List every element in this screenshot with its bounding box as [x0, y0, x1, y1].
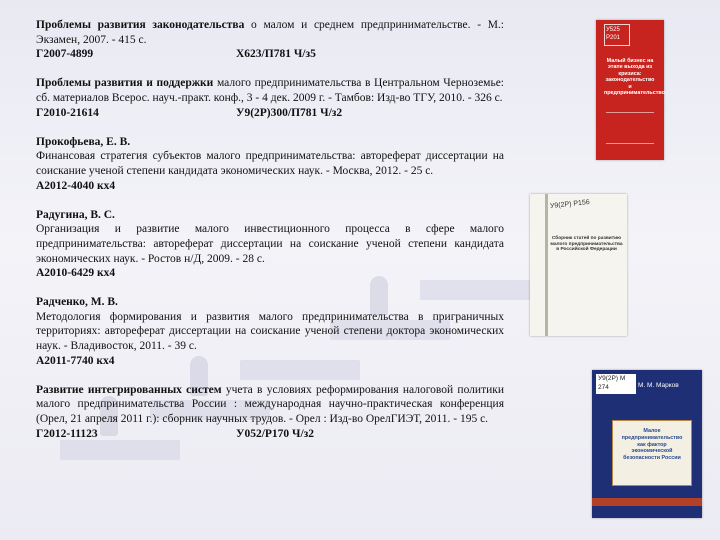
- entry-imprint: о малом и среднем предпринимательстве. - М.: Экзамен, 2007. - 415 с.: [36, 19, 505, 46]
- bibliography-entry: [36, 208, 504, 281]
- entry-codes: [36, 47, 504, 62]
- library-stamp: У9(2Р) М 274: [596, 374, 636, 394]
- inventory-number: А2012-4040 кх4: [36, 179, 116, 192]
- book-cover-white: [530, 194, 627, 336]
- entry-imprint: малого предпринимательства в Центральном Черноземье: сб. материалов Всерос. науч.-практ. конф., 3 - 4 дек. 2009 г. - Тамбов: Изд-во ТГУ, 2010. - 326 с.: [36, 77, 504, 104]
- inventory-number: Г2007-4899: [36, 48, 94, 61]
- entry-codes: [36, 106, 504, 121]
- bibliography-entry: [36, 18, 504, 62]
- shelf-mark: Х623/П781 Ч/з5: [236, 48, 316, 61]
- library-stamp: У525 Р201: [604, 24, 630, 46]
- entry-codes: [36, 266, 504, 281]
- cover-title: Малое предпринимательство как фактор экономической безопасности России: [621, 428, 683, 462]
- book-cover-red: [596, 20, 664, 160]
- inventory-number: А2011-7740 кх4: [36, 354, 115, 367]
- entry-author: Радченко, М. В.: [36, 296, 118, 309]
- entry-title: Проблемы развития законодательства: [36, 19, 245, 31]
- entry-imprint: учета в условиях реформирования налоговой политики малого предпринимательства России : международная научно-практическая конференция (Орел, 21 апреля 2011 г.): сборник научных трудов. - Орел : Изд-во ОрелГИЭТ, 2011. - 195 с.: [36, 383, 504, 426]
- cover-spine-band: [545, 194, 548, 336]
- entry-description: [36, 76, 504, 105]
- library-stamp: У9(2Р) Р156: [549, 198, 591, 211]
- bibliography-entry: [36, 135, 504, 193]
- entry-author: Прокофьева, Е. В.: [36, 135, 131, 148]
- book-cover-blue: [592, 370, 702, 518]
- entry-description: Организация и развитие малого инвестиционного процесса в сфере малого предпринимательства: автореферат диссертации на соискание ученой степени кандидата экономических наук. - Ростов н/Д, 2009. - 28 с.: [36, 223, 504, 265]
- entry-title: Проблемы развития и поддержки: [36, 77, 214, 90]
- entry-codes: [36, 427, 504, 442]
- bibliography-entry: [36, 295, 504, 368]
- inventory-number: А2010-6429 кх4: [36, 267, 116, 280]
- cover-decoration: [606, 112, 654, 144]
- entry-codes: [36, 179, 504, 194]
- inventory-number: Г2012-11123: [36, 427, 98, 440]
- cover-stripe: [592, 498, 702, 506]
- cover-author: М. М. Марков: [638, 382, 679, 389]
- entry-title: Развитие интегрированных систем: [36, 383, 222, 396]
- entry-description: Финансовая стратегия субъектов малого предпринимательства: автореферат диссертации на соискание ученой степени кандидата экономических наук. - Москва, 2012. - 25 с.: [36, 150, 504, 177]
- entry-description: [36, 18, 504, 47]
- entry-description: Методология формирования и развития малого предпринимательства в приграничных территориях: автореферат диссертации на соискание ученой степени доктора экономических наук. - Владивосток, 2011. - 39 с.: [36, 310, 504, 353]
- cover-title-panel: [612, 420, 692, 486]
- entry-author: Радугина, В. С.: [36, 208, 115, 221]
- shelf-mark: У9(2Р)300/П781 Ч/з2: [236, 106, 343, 119]
- cover-title: Малый бизнес на этапе выхода из кризиса: законодательство и предпринимательство: [604, 58, 665, 97]
- entry-codes: [36, 354, 504, 369]
- entry-description: [36, 383, 504, 427]
- bibliography-list: [36, 18, 504, 456]
- shelf-mark: У052/Р170 Ч/з2: [236, 427, 315, 440]
- cover-title: Сборник статей по развитию малого предпринимательства в Российской Федерации: [550, 236, 623, 253]
- bibliography-entry: [36, 76, 504, 120]
- bibliography-entry: [36, 383, 504, 441]
- inventory-number: Г2010-21614: [36, 106, 99, 119]
